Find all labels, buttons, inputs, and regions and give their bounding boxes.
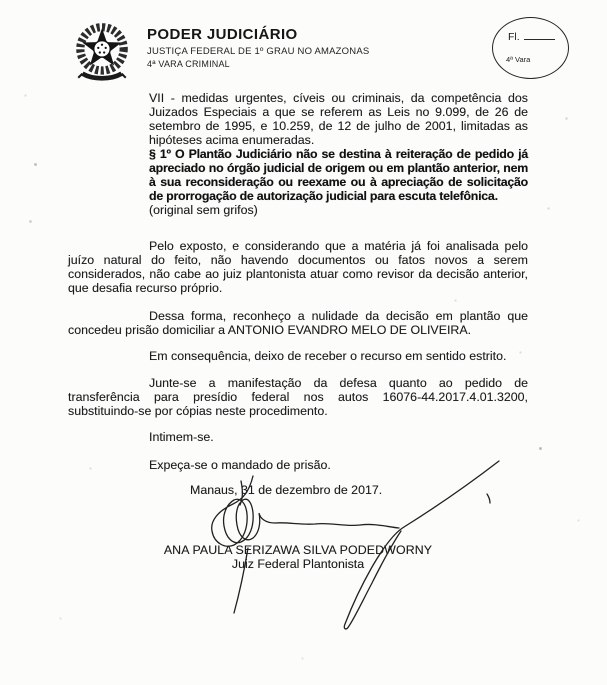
stamp-folio-label: Fl. <box>508 31 555 43</box>
paragraph-pelo-exposto: Pelo exposto, e considerando que a matéria já foi analisada pelo juízo natural do feito, não havendo documentos ou fatos novos a serem considerados, não cabe ao juiz plantonista atuar como revisor da decisão anterior, que desafia recurso próprio. <box>68 239 528 295</box>
org-name: PODER JUDICIÁRIO <box>147 26 298 43</box>
quote-bold-text: § 1º O Plantão Judiciário não se destina à reiteração de pedido já apreciado no órgão judicial de origem ou em plantão anterior, nem à sua reconsideração ou reexame ou à apreciação de solicitação de prorrogação de autorização judicial para escuta telefônica. <box>149 147 528 203</box>
org-branch: JUSTIÇA FEDERAL DE 1º GRAU NO AMAZONAS <box>147 46 370 57</box>
stamp-vara-label: 4ª Vara <box>506 55 531 64</box>
paragraph-intimem-se: Intimem-se. <box>149 430 214 444</box>
quote-regular-text: VII - medidas urgentes, cíveis ou criminais, da competência dos Juizados Especiais a que se referem as Leis no 9.099, de 26 de setembro de 1995, e 10.259, de 12 de julho de 2001, limitadas as hipóteses acima enumeradas. <box>149 91 528 147</box>
scan-noise <box>0 0 1 1</box>
quote-note: (original sem grifos) <box>149 203 258 217</box>
org-unit: 4ª VARA CRIMINAL <box>147 59 230 69</box>
paragraph-junte-se: Junte-se a manifestação da defesa quanto ao pedido de transferência para presídio federal nos autos 16076-44.2017.4.01.3200, substituindo-se por cópias neste procedimento. <box>68 376 528 418</box>
signer-title: Juiz Federal Plantonista <box>231 557 365 571</box>
dateline: Manaus, 31 de dezembro de 2017. <box>190 483 383 497</box>
signer-name: ANA PAULA SERIZAWA SILVA PODEDWORNY <box>163 543 433 557</box>
paragraph-dessa-forma: Dessa forma, reconheço a nulidade da decisão em plantão que concedeu prisão domiciliar a ANTONIO EVANDRO MELO DE OLIVEIRA. <box>68 309 528 337</box>
paragraph-em-consequencia: Em consequência, deixo de receber o recurso em sentido estrito. <box>149 349 507 363</box>
paragraph-expeca-se: Expeça-se o mandado de prisão. <box>149 458 331 472</box>
